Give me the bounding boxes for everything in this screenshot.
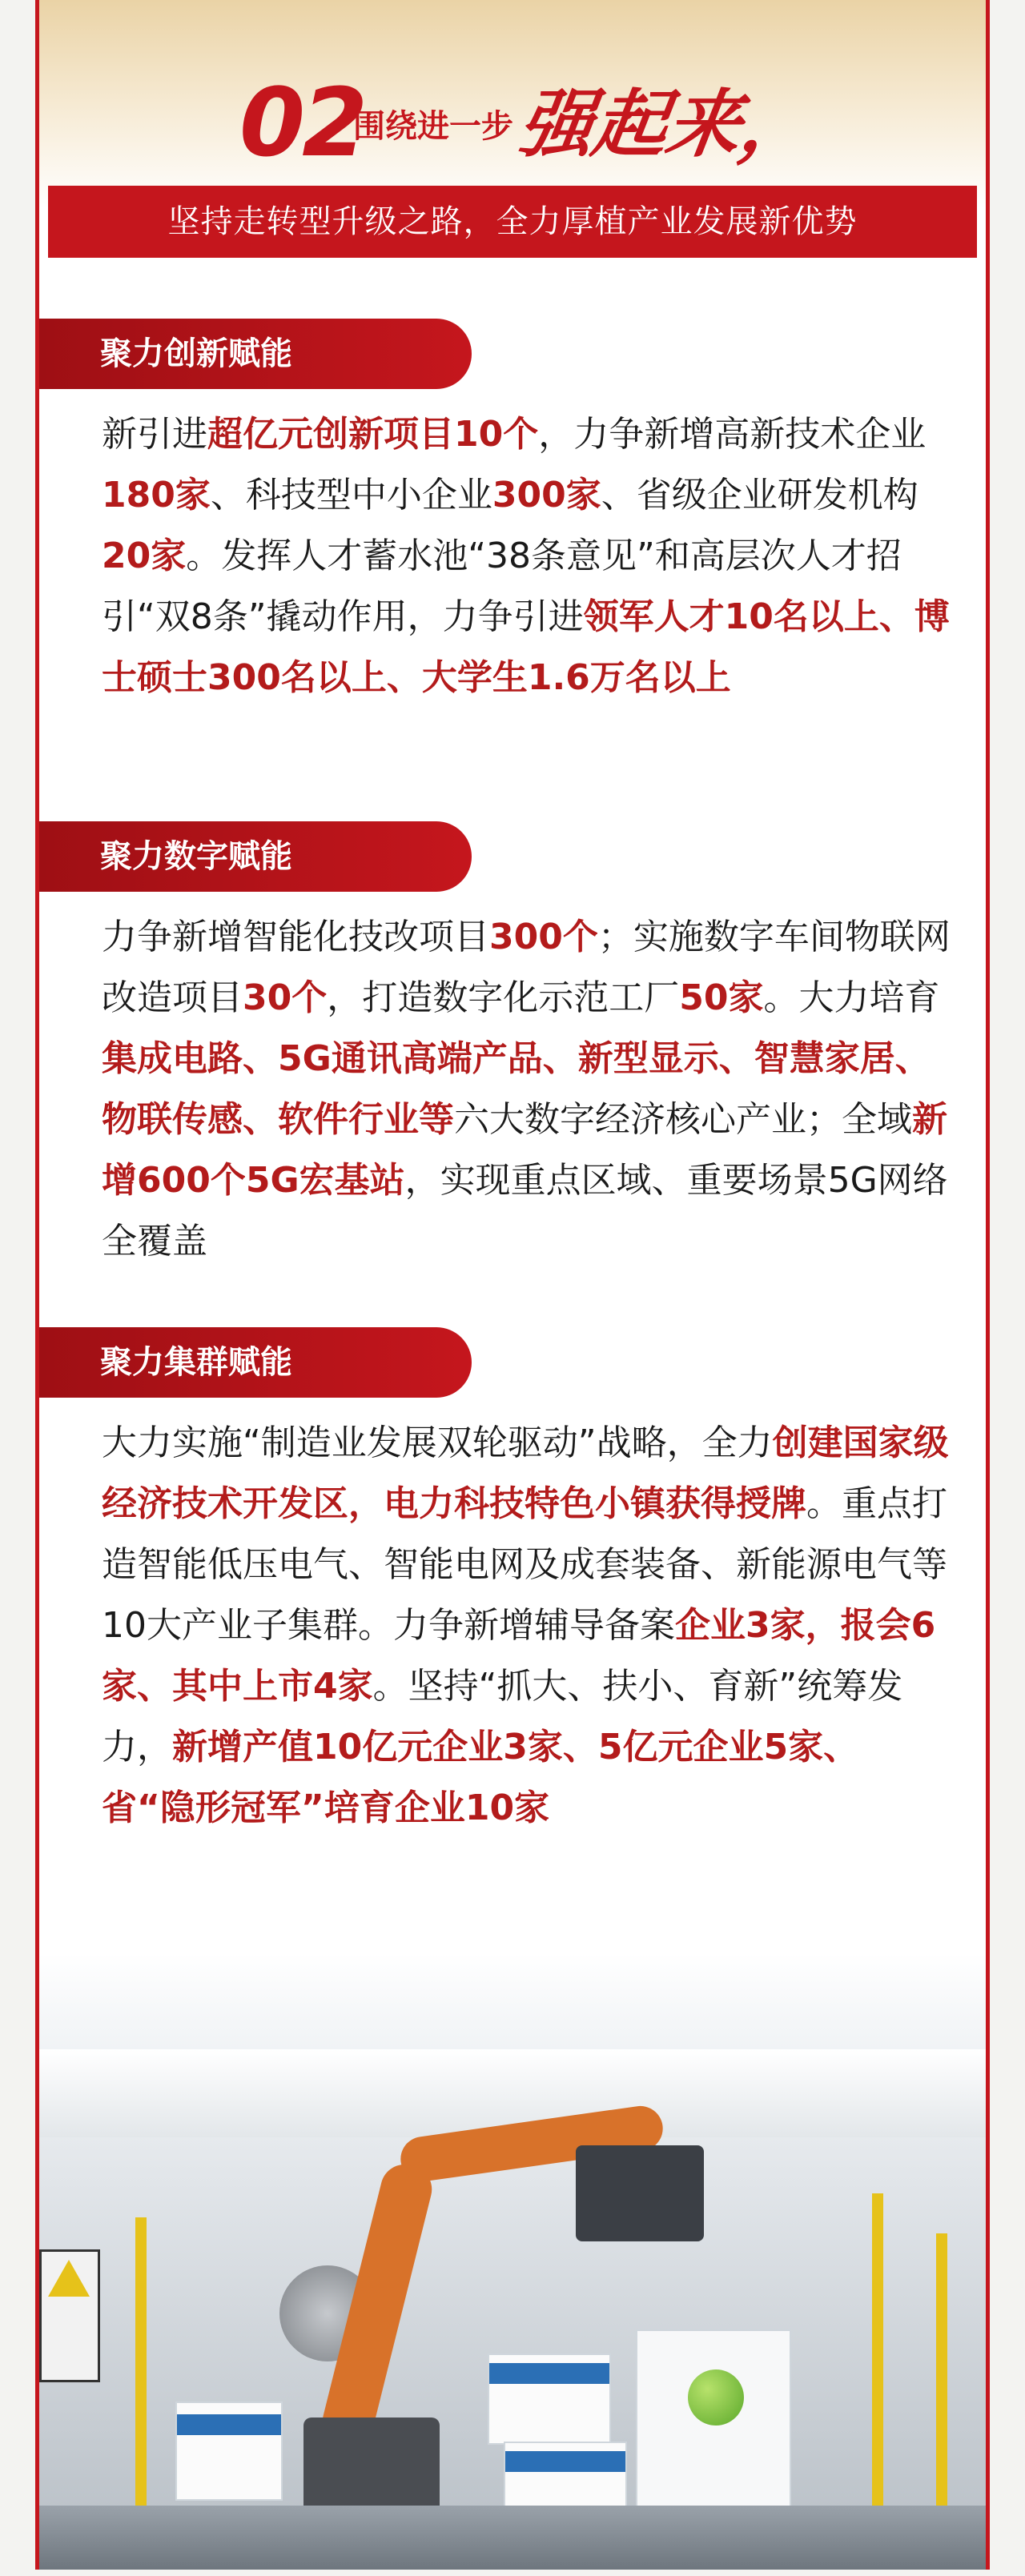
highlight-text: 300个 [489, 917, 598, 957]
body-text: 大力实施“制造业发展双轮驱动”战略，全力 [102, 1422, 773, 1463]
body-text: 新引进 [102, 414, 207, 455]
highlight-text: 创建国家级经济技术开发区，电力科技特色小镇获得授牌 [102, 1422, 949, 1524]
highlight-text: 企业3家，报会6家、其中上市4家 [102, 1605, 936, 1707]
product-box [175, 2401, 283, 2501]
product-box [488, 2353, 611, 2445]
body-text: ，实现重点区域、重要场景5G网络全覆盖 [102, 1160, 948, 1262]
highlight-text: 领军人才10名以上、博士硕士300名以上、大学生1.6万名以上 [102, 596, 950, 698]
highlight-text: 180家 [102, 475, 211, 516]
highlight-text: 超亿元创新项目10个 [207, 414, 539, 455]
body-text: ，打造数字化示范工厂 [327, 977, 680, 1018]
body-text: 。重点打造智能低压电气、智能电网及成套装备、新能源电气等10大产业子集群。力争新增辅导备案 [102, 1483, 947, 1646]
body-text: 。发挥人才蓄水池“38条意见”和高层次人才招引“双8条”撬动作用，力争引进 [102, 536, 902, 637]
box-stripe [177, 2414, 281, 2435]
body-text: 力争新增智能化技改项目 [102, 917, 489, 957]
body-text: 六大数字经济核心产业；全域 [454, 1099, 912, 1140]
body-text: ；实施数字车间物联网改造项目 [102, 917, 951, 1018]
apple-graphic [688, 2369, 744, 2426]
section-tab-cluster: 聚力集群赋能 [39, 1327, 472, 1398]
body-text: 。坚持“抓大、扶小、育新”统筹发力， [102, 1666, 903, 1767]
section-number: 02 [239, 67, 365, 178]
warning-triangle-icon [48, 2260, 90, 2297]
highlight-text: 新增产值10亿元企业3家、5亿元企业5家、省“隐形冠军”培育企业10家 [102, 1727, 859, 1828]
highlight-text: 集成电路、5G通讯高端产品、新型显示、智慧家居、物联传感、软件行业等 [102, 1038, 931, 1140]
highlight-text: 新增600个5G宏基站 [102, 1099, 947, 1201]
body-text: ，力争新增高新技术企业 [538, 414, 927, 455]
highlight-text: 300家 [492, 475, 601, 516]
section-tab-innovation: 聚力创新赋能 [39, 319, 472, 389]
section-text-innovation [102, 404, 951, 708]
body-text: 、科技型中小企业 [210, 475, 492, 516]
highlight-text: 30个 [243, 977, 328, 1018]
highlight-text: 20家 [102, 536, 187, 576]
heading-calligraphy: 强起来， [513, 81, 821, 167]
section-tab-digital: 聚力数字赋能 [39, 821, 472, 892]
body-text: 。大力培育 [763, 977, 940, 1018]
subtitle-banner: 坚持走转型升级之路，全力厚植产业发展新优势 [48, 186, 977, 258]
warning-sign [39, 2249, 100, 2382]
body-text: 、省级企业研发机构 [601, 475, 918, 516]
heading-lead: 围绕进一步 [353, 108, 513, 145]
poster-frame [35, 0, 990, 2570]
box-stripe [505, 2451, 625, 2472]
section-text-cluster [102, 1413, 951, 1839]
section-text-digital [102, 907, 951, 1272]
factory-robot-photo [39, 1953, 986, 2570]
box-stripe [489, 2363, 609, 2384]
conveyor-belt [39, 2506, 986, 2570]
robot-gripper [576, 2145, 704, 2241]
highlight-text: 50家 [679, 977, 764, 1018]
